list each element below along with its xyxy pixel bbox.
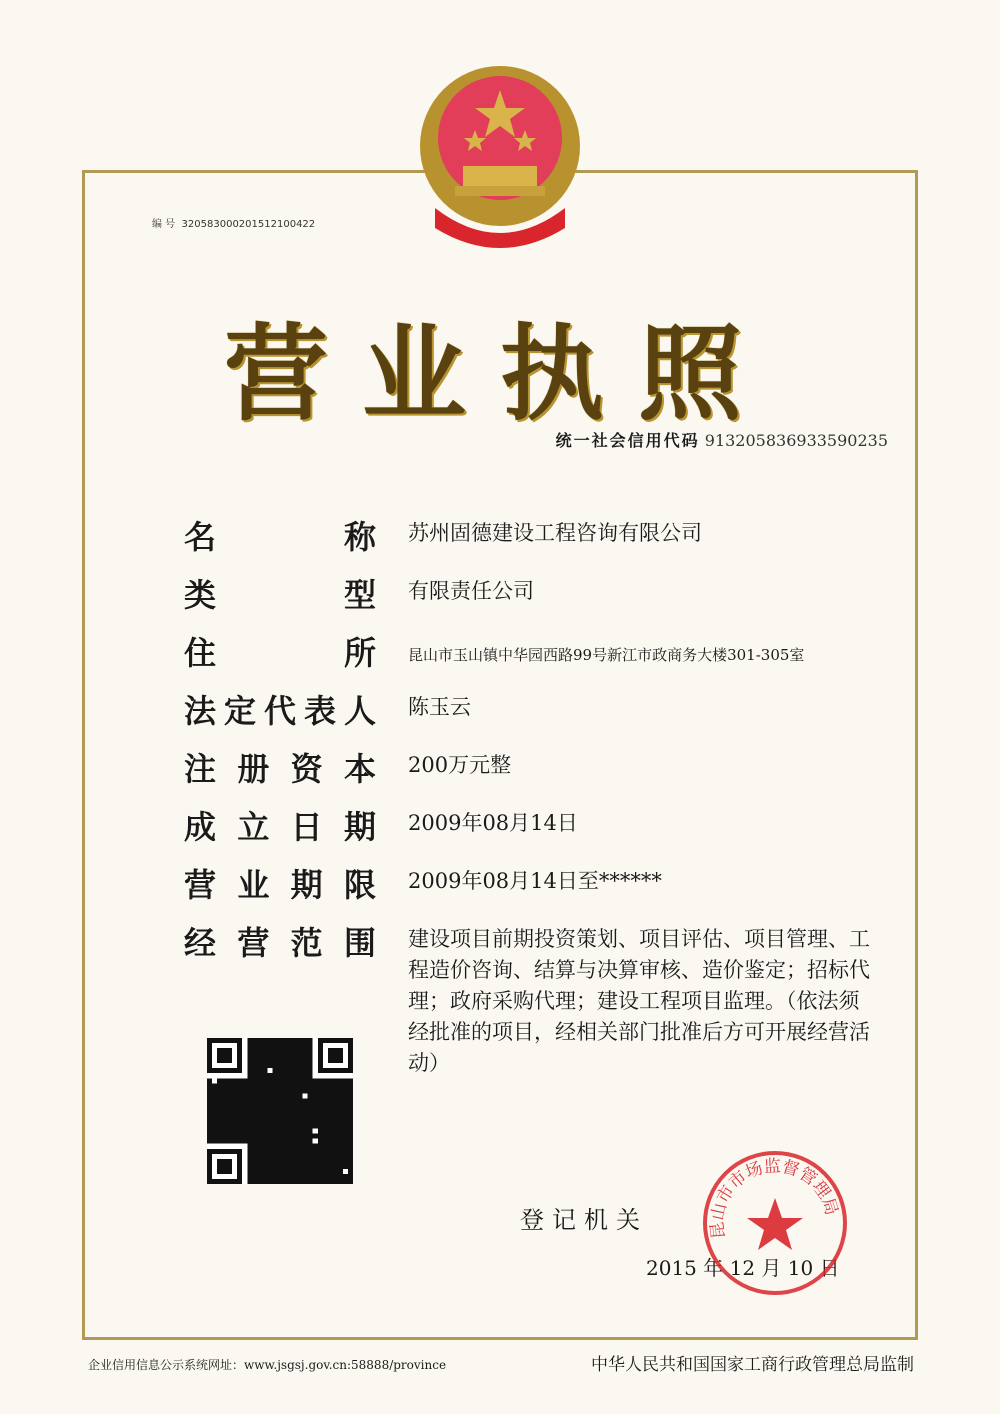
- field-value: 有限责任公司: [408, 579, 534, 603]
- field-label: 住 所: [184, 634, 376, 672]
- footer-website: 企业信用信息公示系统网址：www.jsgsj.gov.cn:58888/province: [88, 1358, 447, 1372]
- footer-supervisor: 中华人民共和国国家工商行政管理总局监制: [591, 1355, 914, 1375]
- field-label: 法 定 代 表 人: [184, 692, 376, 730]
- registration-authority: 登记机关: [520, 1206, 648, 1234]
- field-label: 营 业 期 限: [184, 866, 376, 904]
- field-value: 建设项目前期投资策划、项目评估、项目管理、工程造价咨询、结算与决算审核、造价鉴定；招标代理；政府采购代理；建设工程项目监理。（依法须经批准的项目，经相关部门批准后方可开展经营活动）: [408, 927, 870, 1075]
- field-label: 成 立 日 期: [184, 808, 376, 846]
- issue-date: 2015 年 12 月 10 日: [646, 1256, 840, 1280]
- qr-code-icon: [207, 1038, 353, 1184]
- field-value: 陈玉云: [408, 695, 471, 719]
- credit-code: 统一社会信用代码 913205836933590235: [555, 431, 888, 450]
- field-label: 经 营 范 围: [184, 924, 376, 962]
- seal-text: 昆山市市场监督管理局: [707, 1156, 842, 1240]
- field-value: 200万元整: [408, 753, 512, 777]
- field-value: 2009年08月14日至******: [408, 869, 662, 893]
- serial-number: 编 号 320583000201512100422: [152, 219, 316, 230]
- field-label: 注 册 资 本: [184, 750, 376, 788]
- field-value: 昆山市玉山镇中华园西路99号新江市政商务大楼301-305室: [408, 646, 805, 664]
- document-title: 营业执照: [223, 313, 776, 435]
- field-label: 名 称: [184, 518, 376, 556]
- official-seal-icon: [700, 1148, 850, 1298]
- national-emblem-icon: [415, 58, 585, 248]
- field-value: 2009年08月14日: [408, 811, 578, 835]
- field-value: 苏州固德建设工程咨询有限公司: [408, 521, 702, 545]
- field-label: 类 型: [184, 576, 376, 614]
